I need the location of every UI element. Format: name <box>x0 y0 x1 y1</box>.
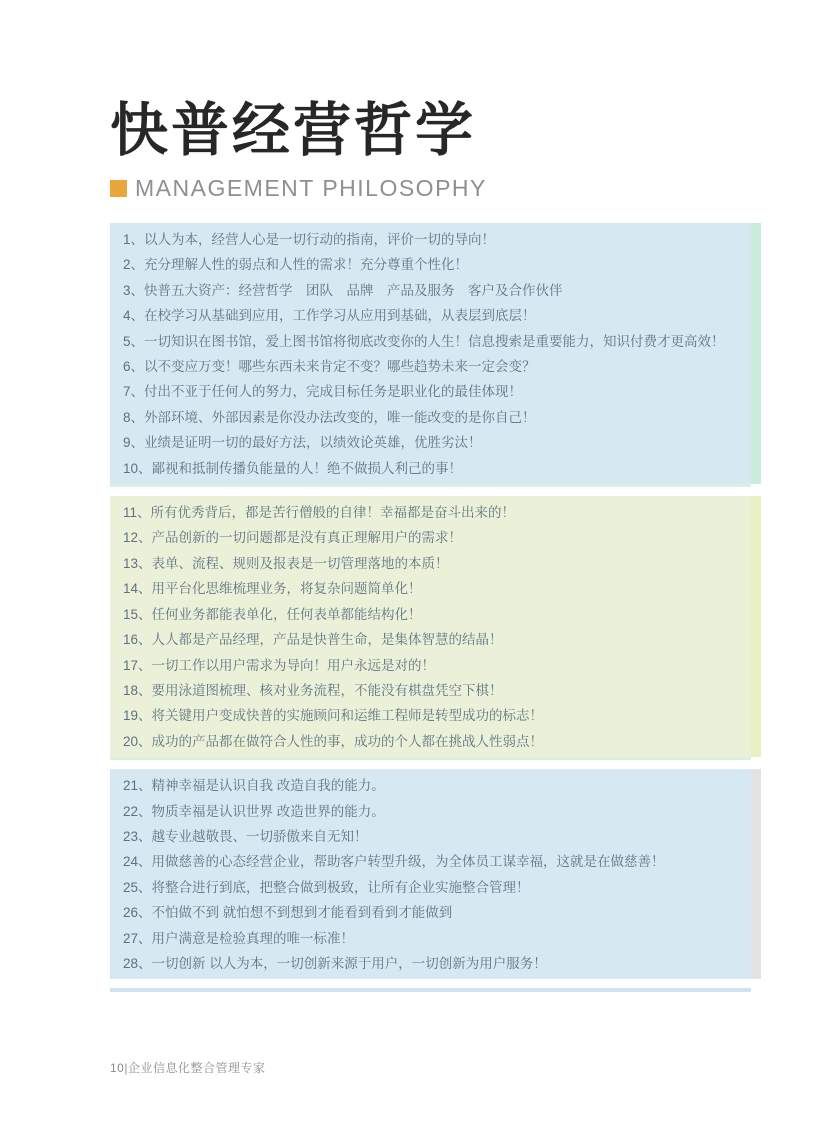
philosophy-block-1 <box>110 223 751 487</box>
philosophy-item-7: 7、付出不亚于任何人的努力，完成目标任务是职业化的最佳体现！ <box>123 384 523 400</box>
philosophy-item-24: 24、用做慈善的心态经营企业，帮助客户转型升级，为全体员工谋幸福，这就是在做慈善！ <box>123 854 665 870</box>
philosophy-item-3: 3、快普五大资产：经营哲学 团队 品牌 产品及服务 客户及合作伙伴 <box>123 282 563 298</box>
philosophy-item-19: 19、将关键用户变成快普的实施顾问和运维工程师是转型成功的标志！ <box>123 708 544 724</box>
philosophy-item-21: 21、精神幸福是认识自我 改造自我的能力。 <box>123 778 385 794</box>
footer-text: 企业信息化整合管理专家 <box>127 1061 266 1076</box>
philosophy-item-10: 10、鄙视和抵制传播负能量的人！绝不做损人利己的事！ <box>123 460 463 476</box>
philosophy-item-9: 9、业绩是证明一切的最好方法，以绩效论英雄，优胜劣汰！ <box>123 435 482 451</box>
philosophy-item-12: 12、产品创新的一切问题都是没有真正理解用户的需求！ <box>123 530 463 546</box>
footer-separator: | <box>124 1061 128 1076</box>
orange-square-icon <box>110 180 127 197</box>
philosophy-item-17: 17、一切工作以用户需求为导向！用户永远是对的！ <box>123 657 436 673</box>
philosophy-block-2 <box>110 496 751 760</box>
philosophy-item-2: 2、充分理解人性的弱点和人性的需求！充分尊重个性化！ <box>123 257 469 273</box>
philosophy-item-15: 15、任何业务都能表单化，任何表单都能结构化！ <box>123 606 422 622</box>
philosophy-item-14: 14、用平台化思维梳理业务，将复杂问题简单化！ <box>123 581 422 597</box>
philosophy-item-5: 5、一切知识在图书馆，爱上图书馆将彻底改变你的人生！信息搜索是重要能力，知识付费才更高效！ <box>123 333 725 349</box>
philosophy-item-8: 8、外部环境、外部因素是你没办法改变的，唯一能改变的是你自己！ <box>123 409 536 425</box>
philosophy-item-1: 1、以人为本，经营人心是一切行动的指南，评价一切的导向！ <box>123 232 496 247</box>
philosophy-item-28: 28、一切创新 以人为本，一切创新来源于用户，一切创新为用户服务！ <box>123 955 547 971</box>
philosophy-item-6: 6、以不变应万变！哪些东西未来肯定不变？哪些趋势未来一定会变？ <box>123 359 536 375</box>
subtitle-row <box>110 176 761 200</box>
page-subtitle: MANAGEMENT PHILOSOPHY <box>135 174 487 201</box>
philosophy-item-4: 4、在校学习从基础到应用，工作学习从应用到基础，从表层到底层！ <box>123 308 536 324</box>
page-content <box>110 0 761 1076</box>
philosophy-item-16: 16、人人都是产品经理，产品是快普生命，是集体智慧的结晶！ <box>123 632 503 648</box>
philosophy-item-20: 20、成功的产品都在做符合人性的事，成功的个人都在挑战人性弱点！ <box>123 733 544 749</box>
philosophy-item-25: 25、将整合进行到底，把整合做到极致，让所有企业实施整合管理！ <box>123 879 530 895</box>
philosophy-item-27: 27、用户满意是检验真理的唯一标准！ <box>123 930 355 946</box>
footer-page-number: 10 <box>110 1061 125 1076</box>
philosophy-item-26: 26、不怕做不到 就怕想不到想到才能看到看到才能做到 <box>123 905 453 921</box>
philosophy-item-11: 11、所有优秀背后，都是苦行僧般的自律！幸福都是奋斗出来的！ <box>123 505 516 521</box>
philosophy-list <box>110 223 751 979</box>
philosophy-item-22: 22、物质幸福是认识世界 改造世界的能力。 <box>123 803 385 819</box>
philosophy-item-13: 13、表单、流程、规则及报表是一切管理落地的本质！ <box>123 555 449 571</box>
philosophy-item-23: 23、越专业越敬畏、一切骄傲来自无知！ <box>123 828 368 844</box>
page-footer <box>110 1059 761 1076</box>
philosophy-block-3 <box>110 769 751 979</box>
philosophy-item-18: 18、要用泳道图梳理、核对业务流程，不能没有棋盘凭空下棋！ <box>123 682 503 698</box>
page-title: 快普经营哲学 <box>110 98 477 163</box>
bottom-divider <box>110 988 751 992</box>
